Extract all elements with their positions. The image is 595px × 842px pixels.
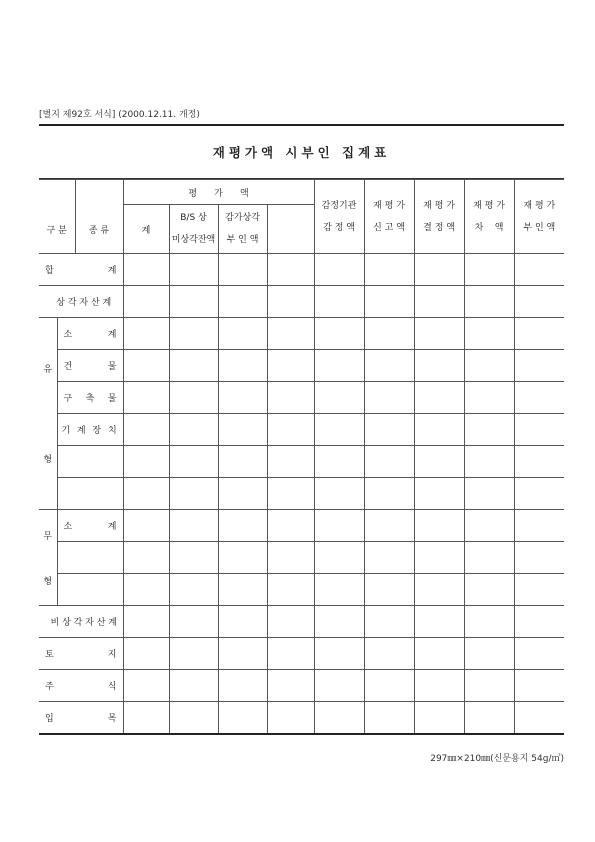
input-cell[interactable] <box>169 414 218 446</box>
input-cell[interactable] <box>414 542 464 574</box>
header-type-cell <box>75 180 123 254</box>
input-cell[interactable] <box>267 574 314 606</box>
input-cell[interactable] <box>169 478 218 510</box>
table-row <box>39 318 564 350</box>
input-cell[interactable] <box>414 382 464 414</box>
input-cell[interactable] <box>218 606 267 638</box>
input-cell[interactable] <box>123 670 169 702</box>
table-row <box>39 670 564 702</box>
input-cell[interactable] <box>414 638 464 670</box>
row-label-blank[interactable] <box>57 446 123 478</box>
input-cell[interactable] <box>218 446 267 478</box>
input-cell[interactable] <box>464 702 514 735</box>
input-cell[interactable] <box>267 510 314 542</box>
table-row <box>39 574 564 606</box>
input-cell[interactable] <box>514 638 564 670</box>
input-cell[interactable] <box>267 542 314 574</box>
input-cell[interactable] <box>267 286 314 318</box>
header-category-cell <box>39 180 75 254</box>
input-cell[interactable] <box>218 670 267 702</box>
input-cell[interactable] <box>364 638 414 670</box>
input-cell[interactable] <box>514 510 564 542</box>
row-label-structure <box>57 382 123 414</box>
header-category: 구 분 <box>46 226 67 236</box>
form-reference: [별지 제92호 서식] (2000.12.11. 개정) <box>39 110 200 120</box>
group-label-part: 유 <box>43 365 53 375</box>
row-label-land <box>39 638 123 670</box>
input-cell[interactable] <box>464 318 514 350</box>
header-denied <box>514 180 564 254</box>
input-cell[interactable] <box>514 702 564 735</box>
table-row <box>39 446 564 478</box>
header-bs-balance <box>169 205 218 254</box>
input-cell[interactable] <box>464 606 514 638</box>
input-cell[interactable] <box>364 350 414 382</box>
input-cell[interactable] <box>169 702 218 735</box>
input-cell[interactable] <box>218 286 267 318</box>
input-cell[interactable] <box>414 574 464 606</box>
input-cell[interactable] <box>514 606 564 638</box>
input-cell[interactable] <box>364 254 414 286</box>
input-cell[interactable] <box>464 286 514 318</box>
label-part: 소 <box>63 330 73 340</box>
input-cell[interactable] <box>314 606 364 638</box>
input-cell[interactable] <box>218 414 267 446</box>
input-cell[interactable] <box>169 446 218 478</box>
header-diff-line1: 재 평 가 <box>473 200 505 211</box>
input-cell[interactable] <box>218 382 267 414</box>
input-cell[interactable] <box>123 446 169 478</box>
input-cell[interactable] <box>314 574 364 606</box>
input-cell[interactable] <box>169 670 218 702</box>
header-depreciation <box>218 205 267 254</box>
header-valuation-group: 평 가 액 <box>123 180 314 205</box>
label-part: 토 <box>45 650 54 660</box>
input-cell[interactable] <box>218 254 267 286</box>
input-cell[interactable] <box>314 286 364 318</box>
input-cell[interactable] <box>169 318 218 350</box>
header-total: 계 <box>123 205 169 254</box>
table-row <box>39 478 564 510</box>
input-cell[interactable] <box>314 702 364 735</box>
input-cell[interactable] <box>364 382 414 414</box>
input-cell[interactable] <box>514 350 564 382</box>
header-blank <box>267 205 314 254</box>
input-cell[interactable] <box>364 446 414 478</box>
input-cell[interactable] <box>414 478 464 510</box>
label-part: 합 <box>45 266 54 276</box>
row-label-intangible-subtotal <box>57 510 123 542</box>
input-cell[interactable] <box>514 574 564 606</box>
input-cell[interactable] <box>414 446 464 478</box>
input-cell[interactable] <box>514 382 564 414</box>
input-cell[interactable] <box>123 318 169 350</box>
input-cell[interactable] <box>123 350 169 382</box>
input-cell[interactable] <box>464 254 514 286</box>
group-label-part: 형 <box>43 455 53 465</box>
input-cell[interactable] <box>267 382 314 414</box>
label-part: 소 <box>63 522 73 532</box>
row-label-building <box>57 350 123 382</box>
header-decided-line1: 재 평 가 <box>423 200 455 211</box>
row-group-tangible <box>39 318 57 510</box>
input-cell[interactable] <box>267 478 314 510</box>
input-cell[interactable] <box>464 414 514 446</box>
input-cell[interactable] <box>314 478 364 510</box>
header-row-1 <box>39 180 564 205</box>
header-report-line2: 신 고 액 <box>373 222 405 233</box>
input-cell[interactable] <box>169 510 218 542</box>
label-part: 계 <box>107 522 117 532</box>
input-cell[interactable] <box>123 638 169 670</box>
table-row <box>39 510 564 542</box>
input-cell[interactable] <box>123 254 169 286</box>
input-cell[interactable] <box>267 350 314 382</box>
header-denied-line1: 재 평 가 <box>523 200 556 211</box>
label-part: 물 <box>107 394 117 404</box>
label-part: 물 <box>107 362 117 372</box>
input-cell[interactable] <box>414 350 464 382</box>
header-bs-line2: 미상각잔액 <box>171 235 216 245</box>
table-row <box>39 702 564 735</box>
input-cell[interactable] <box>218 638 267 670</box>
input-cell[interactable] <box>123 286 169 318</box>
header-appraisal-line1: 감정기관 <box>321 200 357 211</box>
input-cell[interactable] <box>414 670 464 702</box>
label-part: 식 <box>107 682 117 692</box>
header-appraisal <box>314 180 364 254</box>
input-cell[interactable] <box>314 446 364 478</box>
input-cell[interactable] <box>514 478 564 510</box>
input-cell[interactable] <box>314 254 364 286</box>
input-cell[interactable] <box>169 542 218 574</box>
input-cell[interactable] <box>514 286 564 318</box>
input-cell[interactable] <box>314 638 364 670</box>
input-cell[interactable] <box>314 414 364 446</box>
table-row <box>39 350 564 382</box>
table-row <box>39 638 564 670</box>
title-box <box>39 124 564 179</box>
row-label-stock <box>39 670 123 702</box>
input-cell[interactable] <box>314 318 364 350</box>
table-row <box>39 382 564 414</box>
input-cell[interactable] <box>364 702 414 735</box>
summary-table <box>39 179 564 735</box>
input-cell[interactable] <box>267 702 314 735</box>
input-cell[interactable] <box>414 414 464 446</box>
input-cell[interactable] <box>218 350 267 382</box>
input-cell[interactable] <box>364 510 414 542</box>
input-cell[interactable] <box>414 318 464 350</box>
input-cell[interactable] <box>314 510 364 542</box>
input-cell[interactable] <box>169 606 218 638</box>
input-cell[interactable] <box>414 286 464 318</box>
row-label-blank[interactable] <box>57 542 123 574</box>
input-cell[interactable] <box>267 670 314 702</box>
input-cell[interactable] <box>414 606 464 638</box>
input-cell[interactable] <box>314 350 364 382</box>
input-cell[interactable] <box>123 382 169 414</box>
input-cell[interactable] <box>514 542 564 574</box>
input-cell[interactable] <box>414 702 464 735</box>
paper-spec: 297㎜×210㎜(신문용지 54g/㎡) <box>430 754 564 764</box>
group-label-part: 형 <box>43 576 53 587</box>
row-group-intangible <box>39 510 57 606</box>
input-cell[interactable] <box>123 542 169 574</box>
input-cell[interactable] <box>314 670 364 702</box>
input-cell[interactable] <box>123 414 169 446</box>
input-cell[interactable] <box>514 318 564 350</box>
input-cell[interactable] <box>169 254 218 286</box>
input-cell[interactable] <box>123 574 169 606</box>
input-cell[interactable] <box>364 670 414 702</box>
group-label-part: 무 <box>43 531 53 542</box>
input-cell[interactable] <box>464 542 514 574</box>
row-label-non-depreciable-total: 비 상 각 자 산 계 <box>39 606 123 638</box>
header-type: 종 류 <box>88 226 110 236</box>
input-cell[interactable] <box>169 382 218 414</box>
input-cell[interactable] <box>514 254 564 286</box>
input-cell[interactable] <box>464 446 514 478</box>
input-cell[interactable] <box>169 286 218 318</box>
label-part: 축 <box>85 394 95 404</box>
input-cell[interactable] <box>364 318 414 350</box>
input-cell[interactable] <box>169 638 218 670</box>
header-dep-line1: 감가상각 <box>225 213 260 223</box>
input-cell[interactable] <box>218 510 267 542</box>
input-cell[interactable] <box>414 510 464 542</box>
input-cell[interactable] <box>464 382 514 414</box>
input-cell[interactable] <box>218 318 267 350</box>
input-cell[interactable] <box>364 286 414 318</box>
input-cell[interactable] <box>218 574 267 606</box>
header-appraisal-line2: 감 정 액 <box>323 222 355 233</box>
input-cell[interactable] <box>123 510 169 542</box>
input-cell[interactable] <box>464 510 514 542</box>
label-part: 목 <box>107 714 117 724</box>
input-cell[interactable] <box>123 478 169 510</box>
row-label-timber <box>39 702 123 735</box>
input-cell[interactable] <box>314 542 364 574</box>
header-difference <box>464 180 514 254</box>
header-diff-line2: 차 액 <box>474 222 504 233</box>
row-label-grand-total <box>39 254 123 286</box>
input-cell[interactable] <box>267 254 314 286</box>
input-cell[interactable] <box>464 574 514 606</box>
input-cell[interactable] <box>169 350 218 382</box>
table-row <box>39 606 564 638</box>
input-cell[interactable] <box>464 670 514 702</box>
input-cell[interactable] <box>514 446 564 478</box>
header-decided-line2: 결 정 액 <box>423 222 455 233</box>
label-part: 입 <box>45 714 54 724</box>
input-cell[interactable] <box>218 478 267 510</box>
input-cell[interactable] <box>364 606 414 638</box>
header-report-line1: 재 평 가 <box>373 200 405 211</box>
input-cell[interactable] <box>218 702 267 735</box>
page-title: 재평가액 시부인 집계표 <box>212 145 391 160</box>
table-row <box>39 286 564 318</box>
input-cell[interactable] <box>514 414 564 446</box>
input-cell[interactable] <box>464 638 514 670</box>
input-cell[interactable] <box>514 670 564 702</box>
input-cell[interactable] <box>364 478 414 510</box>
input-cell[interactable] <box>364 542 414 574</box>
input-cell[interactable] <box>123 702 169 735</box>
row-label-blank[interactable] <box>57 574 123 606</box>
input-cell[interactable] <box>267 638 314 670</box>
input-cell[interactable] <box>267 606 314 638</box>
input-cell[interactable] <box>267 318 314 350</box>
row-label-tangible-subtotal <box>57 318 123 350</box>
table-row <box>39 414 564 446</box>
header-dep-line2: 부 인 액 <box>226 235 259 245</box>
label-part: 지 <box>107 650 117 660</box>
input-cell[interactable] <box>123 606 169 638</box>
label-part: 계 <box>107 266 117 276</box>
input-cell[interactable] <box>218 542 267 574</box>
header-bs-line1: B/S 상 <box>180 213 207 223</box>
input-cell[interactable] <box>414 254 464 286</box>
row-label-depreciable-total: 상 각 자 산 계 <box>39 286 123 318</box>
input-cell[interactable] <box>267 414 314 446</box>
header-denied-line2: 부 인 액 <box>523 222 556 233</box>
row-label-machinery: 기 계 장 치 <box>57 414 123 446</box>
label-part: 계 <box>107 330 117 340</box>
input-cell[interactable] <box>169 574 218 606</box>
header-report <box>364 180 414 254</box>
label-part: 구 <box>63 394 73 404</box>
input-cell[interactable] <box>314 382 364 414</box>
label-part: 건 <box>63 362 73 372</box>
label-part: 주 <box>45 682 54 692</box>
row-label-blank[interactable] <box>57 478 123 510</box>
input-cell[interactable] <box>267 446 314 478</box>
input-cell[interactable] <box>364 574 414 606</box>
input-cell[interactable] <box>364 414 414 446</box>
header-decided <box>414 180 464 254</box>
table-row <box>39 542 564 574</box>
input-cell[interactable] <box>464 350 514 382</box>
table-row <box>39 254 564 286</box>
input-cell[interactable] <box>464 478 514 510</box>
